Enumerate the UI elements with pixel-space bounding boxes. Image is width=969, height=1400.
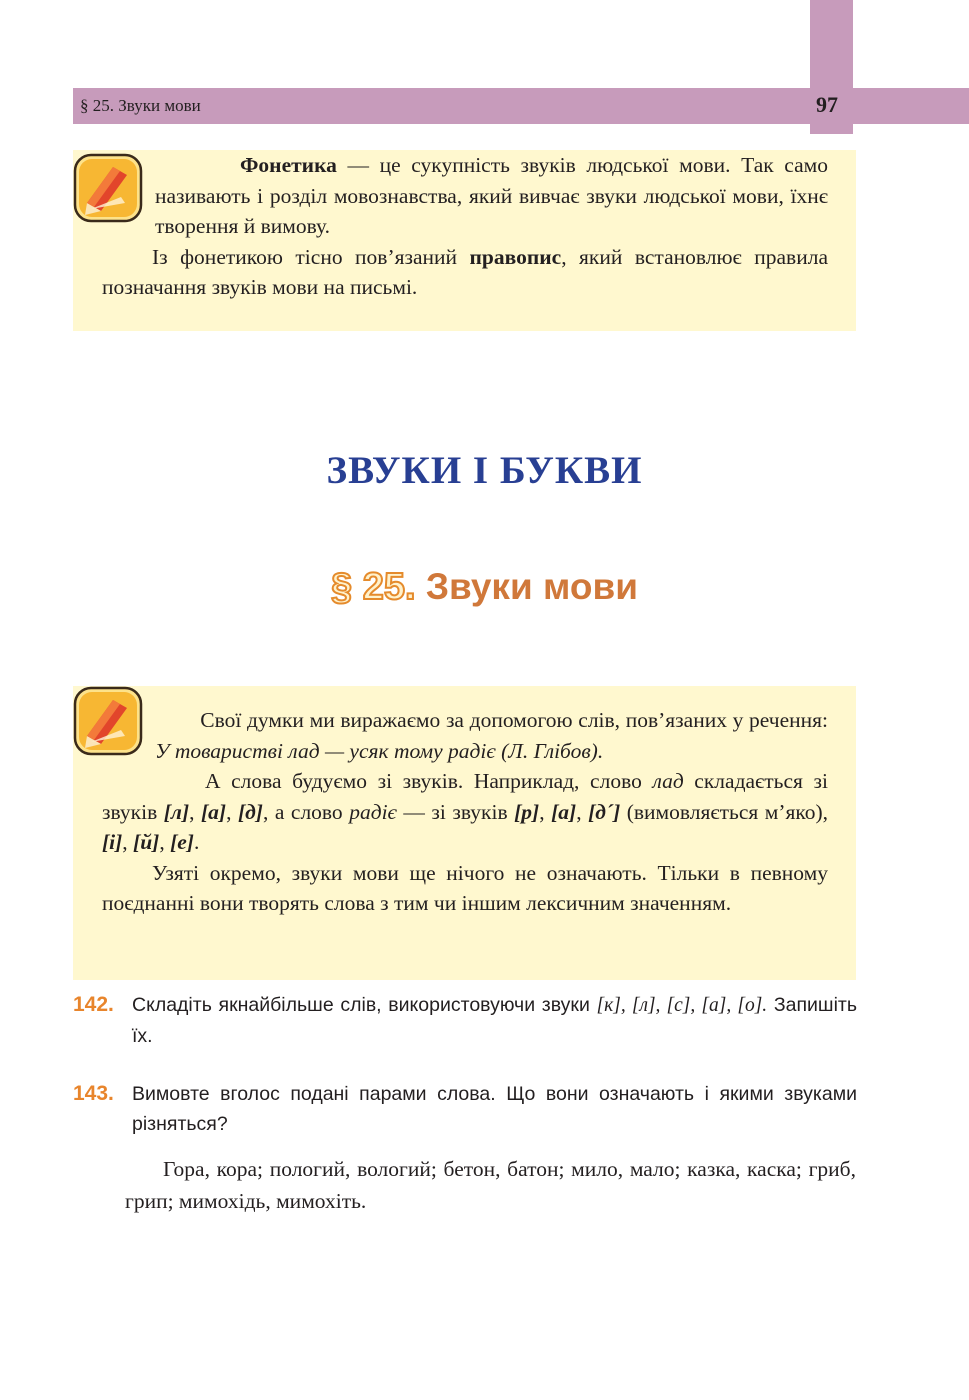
sound-a-2: [а] [551, 799, 577, 824]
sound-y: [й] [133, 830, 160, 854]
sound-a: [а] [201, 799, 227, 824]
paragraph-name: Звуки мови [425, 566, 638, 607]
sound-i: [і] [102, 830, 123, 854]
paragraph-number: § 25. [331, 566, 416, 608]
example-quote: У товаристві лад — усяк тому радіє (Л. Глібов). [155, 738, 604, 763]
pencil-icon [73, 153, 143, 223]
exercise-number: 143. [73, 1082, 114, 1105]
paragraph-heading [0, 566, 969, 609]
theory-paragraph-3: Узяті окремо, звуки мови ще нічого не означають. Тільки в певному поєднанні вони творять слова з тим чи іншим лексичним значенням. [102, 860, 828, 915]
section-title: ЗВУКИ І БУКВИ [326, 449, 643, 492]
pencil-icon [73, 686, 143, 756]
term-phonetics: Фонетика [239, 153, 337, 177]
theory-text: Свої думки ми виражаємо за допомогою слів, пов’язаних у речення: У товаристві лад — усяк тому радіє (Л. Глібов). А слова будуємо зі звуків. Наприклад, слово лад складається зі звуків [л], [а], [д], а слово радіє — зі звуків [р], [а], [д´] (вимовляється м’яко), [і], [й], [е]. Узяті окремо, звуки мови ще нічого не означають. Тільки в певному поєднанні вони творять слова з тим чи іншим лексичним значенням. [102, 705, 828, 919]
exercise-142 [73, 990, 857, 1051]
sound-d-soft: [д´] [588, 799, 621, 824]
definition-text: Фонетика — це сукупність звуків людської мови. Так само називають і розділ мовознавства, який вивчає звуки людської мови, їхнє творення й вимову. Із фонетикою тісно пов’язаний правопис, який встановлює правила позначання звуків мови на письмі. [102, 153, 828, 299]
exercise-sounds: [к], [л], [с], [а], [о]. [596, 995, 768, 1016]
sound-e: [е] [170, 830, 194, 854]
term-orthography: правопис [469, 244, 562, 269]
sound-d: [д] [237, 799, 263, 824]
exercise-number: 142. [73, 993, 114, 1016]
page-number: 97 [816, 92, 838, 117]
exercise-word-pairs: Гора, кора; пологий, вологий; бетон, батон; мило, мало; казка, каска; гриб, грип; мимохідь, мимохіть. [125, 1157, 856, 1213]
running-header: § 25. Звуки мови [80, 96, 201, 115]
definition-box-phonetics [73, 150, 856, 331]
exercise-text: Вимовте вголос подані парами слова. Що вони означають і якими звуками різняться? [132, 1083, 857, 1135]
theory-box-sounds [73, 686, 856, 980]
exercise-text: Складіть якнайбільше слів, використовуючи звуки [к], [л], [с], [а], [о]. Запишіть їх. [132, 994, 857, 1047]
sound-l: [л] [163, 799, 190, 824]
sound-r: [р] [514, 799, 540, 824]
exercise-143 [73, 1079, 857, 1139]
